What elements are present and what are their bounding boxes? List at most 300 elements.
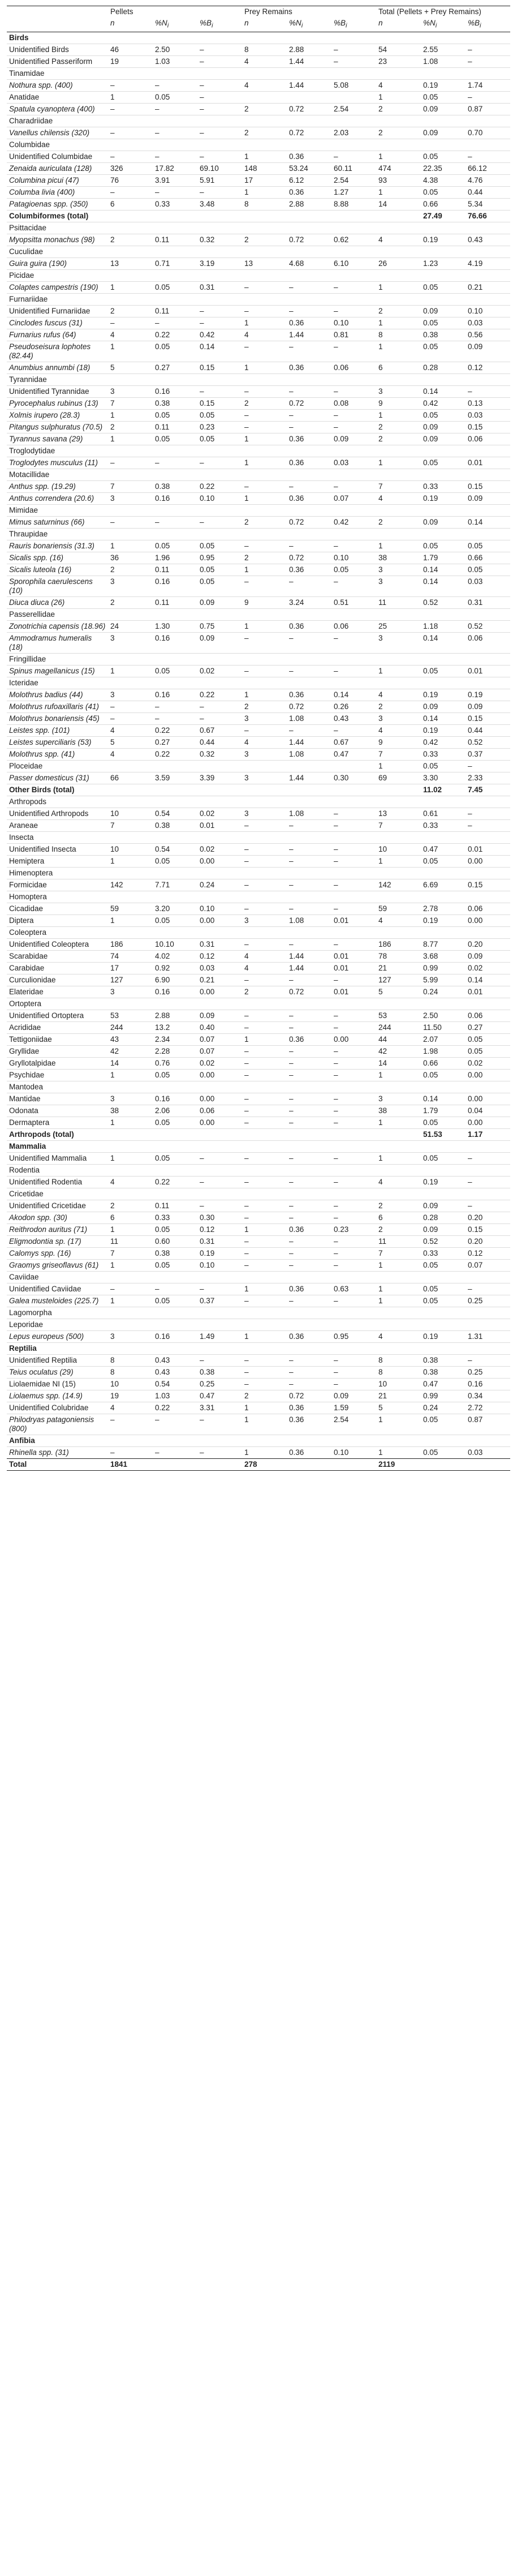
value-cell: [376, 784, 421, 796]
value-cell: 0.36: [287, 317, 331, 329]
value-cell: 0.38: [153, 397, 197, 409]
value-cell: 0.51: [331, 596, 376, 608]
value-cell: [421, 67, 466, 79]
value-cell: 0.03: [466, 576, 510, 596]
value-cell: 0.34: [466, 1390, 510, 1402]
taxon-cell: Araneae: [7, 819, 108, 831]
value-cell: –: [287, 1021, 331, 1033]
value-cell: [376, 1188, 421, 1200]
value-cell: [108, 445, 153, 457]
value-cell: [287, 1319, 331, 1330]
value-cell: 0.72: [287, 103, 331, 115]
taxon-cell: Lagomorpha: [7, 1307, 108, 1319]
value-cell: [108, 67, 153, 79]
value-cell: [331, 67, 376, 79]
table-row: [7, 115, 510, 127]
value-cell: 69: [376, 772, 421, 784]
value-cell: 0.27: [153, 736, 197, 748]
value-cell: 0.36: [287, 151, 331, 162]
value-cell: –: [242, 903, 287, 915]
value-cell: [108, 269, 153, 281]
value-cell: [197, 1458, 242, 1470]
value-cell: 8: [242, 44, 287, 55]
table-row: [7, 1057, 510, 1069]
taxon-cell: Fringillidae: [7, 653, 108, 665]
value-cell: [108, 246, 153, 257]
value-cell: [331, 504, 376, 516]
value-cell: [197, 653, 242, 665]
value-cell: 0.11: [153, 1200, 197, 1212]
value-cell: [108, 1319, 153, 1330]
value-cell: [287, 784, 331, 796]
value-cell: 4: [108, 329, 153, 341]
value-cell: [331, 91, 376, 103]
value-cell: 0.05: [197, 433, 242, 445]
value-cell: [242, 1140, 287, 1152]
value-cell: [421, 926, 466, 938]
value-cell: [466, 1140, 510, 1152]
value-cell: 8: [376, 329, 421, 341]
value-cell: [421, 528, 466, 540]
value-cell: 0.14: [421, 576, 466, 596]
table-row: [7, 1295, 510, 1307]
value-cell: [466, 926, 510, 938]
value-cell: –: [108, 103, 153, 115]
value-cell: [331, 867, 376, 879]
value-cell: [331, 373, 376, 385]
value-cell: 0.11: [153, 234, 197, 246]
value-cell: –: [242, 305, 287, 317]
value-cell: [331, 1271, 376, 1283]
value-cell: 22.35: [421, 162, 466, 174]
value-cell: 4.38: [421, 174, 466, 186]
value-cell: [331, 528, 376, 540]
value-cell: 0.01: [466, 665, 510, 677]
value-cell: 8.88: [331, 198, 376, 210]
taxon-cell: Unidentified Furnariidae: [7, 305, 108, 317]
value-cell: [108, 469, 153, 480]
table-row: [7, 843, 510, 855]
value-cell: 2: [108, 305, 153, 317]
value-cell: [331, 891, 376, 903]
table-row: [7, 867, 510, 879]
taxon-cell: Unidentified Passeriform: [7, 55, 108, 67]
value-cell: [421, 445, 466, 457]
value-cell: –: [331, 480, 376, 492]
value-cell: 127: [376, 974, 421, 986]
value-cell: [466, 32, 510, 44]
value-cell: –: [197, 1176, 242, 1188]
value-cell: –: [197, 516, 242, 528]
table-row: [7, 1378, 510, 1390]
value-cell: 59: [376, 903, 421, 915]
value-cell: –: [287, 1010, 331, 1021]
value-cell: 0.62: [331, 234, 376, 246]
taxon-cell: Furnariidae: [7, 293, 108, 305]
value-cell: 1.08: [287, 808, 331, 819]
value-cell: 6: [108, 1212, 153, 1223]
value-cell: 0.05: [421, 1414, 466, 1435]
value-cell: [153, 1188, 197, 1200]
value-cell: 1: [108, 915, 153, 926]
value-cell: 0.38: [153, 480, 197, 492]
value-cell: [153, 293, 197, 305]
table-row: [7, 421, 510, 433]
table-row: [7, 1176, 510, 1188]
value-cell: 0.36: [287, 689, 331, 701]
taxon-cell: Pitangus sulphuratus (70.5): [7, 421, 108, 433]
value-cell: –: [242, 1235, 287, 1247]
value-cell: –: [108, 701, 153, 712]
value-cell: –: [287, 1354, 331, 1366]
value-cell: 3: [376, 1093, 421, 1105]
value-cell: 2: [376, 421, 421, 433]
value-cell: [242, 653, 287, 665]
table-row: [7, 79, 510, 91]
value-cell: –: [242, 1259, 287, 1271]
value-cell: 1.44: [287, 736, 331, 748]
taxon-cell: Motacillidae: [7, 469, 108, 480]
taxon-cell: Molothrus bonariensis (45): [7, 712, 108, 724]
taxon-cell: Curculionidae: [7, 974, 108, 986]
value-cell: –: [197, 1354, 242, 1366]
value-cell: 0.23: [197, 421, 242, 433]
value-cell: –: [242, 576, 287, 596]
taxon-cell: Himenoptera: [7, 867, 108, 879]
value-cell: 4: [242, 329, 287, 341]
value-cell: [287, 677, 331, 689]
value-cell: [466, 469, 510, 480]
value-cell: 0.09: [466, 950, 510, 962]
value-cell: [376, 139, 421, 151]
value-cell: 1: [242, 151, 287, 162]
table-row: [7, 269, 510, 281]
value-cell: 0.16: [153, 385, 197, 397]
value-cell: 1: [376, 1283, 421, 1295]
value-cell: 1.08: [287, 712, 331, 724]
value-cell: [331, 1128, 376, 1140]
value-cell: 0.43: [153, 1366, 197, 1378]
value-cell: 0.05: [421, 540, 466, 552]
value-cell: 0.23: [331, 1223, 376, 1235]
value-cell: –: [242, 385, 287, 397]
value-cell: [108, 1164, 153, 1176]
taxon-cell: Picidae: [7, 269, 108, 281]
value-cell: 0.12: [466, 1247, 510, 1259]
value-cell: 0.70: [466, 127, 510, 139]
value-cell: –: [331, 1117, 376, 1128]
value-cell: [197, 867, 242, 879]
value-cell: –: [153, 317, 197, 329]
value-cell: [242, 91, 287, 103]
value-cell: 0.05: [153, 1259, 197, 1271]
table-row: [7, 552, 510, 564]
table-row: [7, 938, 510, 950]
value-cell: 0.05: [153, 91, 197, 103]
value-cell: –: [287, 1069, 331, 1081]
table-row: [7, 564, 510, 576]
value-cell: 93: [376, 174, 421, 186]
value-cell: –: [242, 1010, 287, 1021]
header-metric-cell: $\%B_i$: [331, 18, 376, 32]
table-row: [7, 1021, 510, 1033]
value-cell: 0.01: [466, 843, 510, 855]
value-cell: –: [242, 421, 287, 433]
value-cell: [287, 1188, 331, 1200]
header-metric-cell: [7, 18, 108, 32]
value-cell: [197, 210, 242, 222]
table-row: [7, 528, 510, 540]
taxon-cell: Dermaptera: [7, 1117, 108, 1128]
header-prey-remains: Prey Remains: [242, 6, 376, 18]
value-cell: 1: [242, 1223, 287, 1235]
table-row: [7, 222, 510, 234]
value-cell: 0.05: [197, 409, 242, 421]
value-cell: 0.07: [197, 1045, 242, 1057]
value-cell: 1.17: [466, 1128, 510, 1140]
value-cell: 3: [108, 632, 153, 653]
taxon-cell: Odonata: [7, 1105, 108, 1117]
value-cell: 0.09: [421, 421, 466, 433]
value-cell: 1: [242, 1033, 287, 1045]
value-cell: –: [287, 938, 331, 950]
value-cell: 3.19: [197, 257, 242, 269]
value-cell: [421, 867, 466, 879]
value-cell: 1: [376, 341, 421, 362]
value-cell: 0.10: [331, 552, 376, 564]
value-cell: –: [466, 385, 510, 397]
value-cell: 0.43: [466, 234, 510, 246]
value-cell: –: [242, 1247, 287, 1259]
value-cell: [376, 653, 421, 665]
table-row: [7, 317, 510, 329]
value-cell: 3: [108, 986, 153, 998]
taxon-cell: Unidentified Colubridae: [7, 1402, 108, 1414]
value-cell: 0.14: [421, 1093, 466, 1105]
value-cell: [153, 867, 197, 879]
table-row: [7, 329, 510, 341]
value-cell: [421, 653, 466, 665]
value-cell: 2.06: [153, 1105, 197, 1117]
value-cell: –: [331, 1200, 376, 1212]
value-cell: 0.00: [197, 1117, 242, 1128]
value-cell: 0.36: [287, 620, 331, 632]
value-cell: [376, 1319, 421, 1330]
table-row: [7, 1259, 510, 1271]
value-cell: 0.24: [421, 1402, 466, 1414]
value-cell: [421, 293, 466, 305]
taxon-cell: Pyrocephalus rubinus (13): [7, 397, 108, 409]
value-cell: 1: [376, 281, 421, 293]
value-cell: 0.87: [466, 1414, 510, 1435]
taxon-cell: Akodon spp. (30): [7, 1212, 108, 1223]
table-row: [7, 998, 510, 1010]
value-cell: 0.10: [331, 1446, 376, 1458]
value-cell: [287, 867, 331, 879]
value-cell: 0.52: [466, 736, 510, 748]
value-cell: 0.02: [197, 1057, 242, 1069]
taxon-cell: Mimus saturninus (66): [7, 516, 108, 528]
value-cell: [197, 998, 242, 1010]
value-cell: 0.31: [197, 281, 242, 293]
table-row: [7, 1117, 510, 1128]
value-cell: 1.08: [287, 748, 331, 760]
taxon-cell: Anthus correndera (20.6): [7, 492, 108, 504]
value-cell: [108, 222, 153, 234]
value-cell: 0.16: [153, 1330, 197, 1342]
taxon-cell: Elateridae: [7, 986, 108, 998]
value-cell: [242, 504, 287, 516]
value-cell: 0.52: [421, 596, 466, 608]
value-cell: 0.11: [153, 305, 197, 317]
value-cell: 2119: [376, 1458, 421, 1470]
value-cell: [153, 1271, 197, 1283]
value-cell: –: [287, 1152, 331, 1164]
value-cell: –: [197, 1446, 242, 1458]
value-cell: [331, 115, 376, 127]
value-cell: [331, 796, 376, 808]
value-cell: –: [197, 79, 242, 91]
value-cell: 53: [376, 1010, 421, 1021]
taxon-cell: Reptilia: [7, 1342, 108, 1354]
value-cell: –: [242, 1021, 287, 1033]
value-cell: [287, 1128, 331, 1140]
value-cell: –: [287, 576, 331, 596]
value-cell: 0.44: [197, 736, 242, 748]
value-cell: [466, 246, 510, 257]
taxon-cell: Mantidae: [7, 1093, 108, 1105]
value-cell: 2.28: [153, 1045, 197, 1057]
value-cell: 1.31: [466, 1330, 510, 1342]
value-cell: 1.44: [287, 962, 331, 974]
value-cell: 0.00: [466, 1093, 510, 1105]
value-cell: [153, 998, 197, 1010]
value-cell: 0.05: [153, 409, 197, 421]
value-cell: 7.45: [466, 784, 510, 796]
value-cell: 1: [108, 433, 153, 445]
value-cell: –: [108, 151, 153, 162]
value-cell: 0.19: [421, 492, 466, 504]
value-cell: 326: [108, 162, 153, 174]
value-cell: [287, 469, 331, 480]
table-row: [7, 151, 510, 162]
value-cell: 11: [108, 1235, 153, 1247]
value-cell: –: [331, 540, 376, 552]
value-cell: 0.63: [331, 1283, 376, 1295]
value-cell: 0.05: [153, 540, 197, 552]
value-cell: 0.47: [421, 843, 466, 855]
value-cell: –: [331, 1093, 376, 1105]
value-cell: 0.47: [197, 1390, 242, 1402]
value-cell: 0.09: [421, 1200, 466, 1212]
value-cell: [376, 528, 421, 540]
taxon-cell: Xolmis irupero (28.3): [7, 409, 108, 421]
value-cell: –: [331, 1021, 376, 1033]
value-cell: 0.21: [197, 974, 242, 986]
value-cell: 2.78: [421, 903, 466, 915]
value-cell: 74: [108, 950, 153, 962]
value-cell: 1: [376, 151, 421, 162]
value-cell: 0.05: [153, 1295, 197, 1307]
value-cell: [197, 796, 242, 808]
value-cell: 3: [108, 689, 153, 701]
value-cell: 0.31: [197, 938, 242, 950]
value-cell: 2: [376, 516, 421, 528]
taxon-cell: Sicalis luteola (16): [7, 564, 108, 576]
taxon-cell: Spatula cyanoptera (400): [7, 103, 108, 115]
value-cell: [287, 373, 331, 385]
taxon-cell: Mimidae: [7, 504, 108, 516]
table-row: [7, 127, 510, 139]
table-row: [7, 469, 510, 480]
value-cell: 0.21: [466, 281, 510, 293]
value-cell: 24: [108, 620, 153, 632]
taxon-cell: Liolaemidae NI (15): [7, 1378, 108, 1390]
value-cell: 10.10: [153, 938, 197, 950]
value-cell: 36: [108, 552, 153, 564]
value-cell: [108, 784, 153, 796]
value-cell: 0.14: [421, 712, 466, 724]
value-cell: 0.36: [287, 1330, 331, 1342]
value-cell: [197, 1342, 242, 1354]
value-cell: 186: [108, 938, 153, 950]
value-cell: [197, 891, 242, 903]
value-cell: 5.99: [421, 974, 466, 986]
table-row: [7, 1045, 510, 1057]
value-cell: –: [287, 341, 331, 362]
value-cell: 8: [242, 198, 287, 210]
value-cell: 0.14: [197, 341, 242, 362]
value-cell: 1: [242, 317, 287, 329]
value-cell: –: [108, 186, 153, 198]
value-cell: 4: [108, 748, 153, 760]
value-cell: 2.54: [331, 103, 376, 115]
taxon-cell: Molothrus rufoaxillaris (41): [7, 701, 108, 712]
value-cell: [242, 373, 287, 385]
value-cell: 1: [242, 362, 287, 373]
value-cell: 2: [376, 701, 421, 712]
value-cell: 6.12: [287, 174, 331, 186]
value-cell: 0.04: [466, 1105, 510, 1117]
value-cell: 0.33: [421, 1247, 466, 1259]
value-cell: 3: [242, 808, 287, 819]
value-cell: [466, 867, 510, 879]
value-cell: 2.88: [287, 198, 331, 210]
value-cell: [197, 469, 242, 480]
value-cell: –: [242, 632, 287, 653]
table-row: [7, 974, 510, 986]
value-cell: 0.72: [287, 1390, 331, 1402]
taxon-cell: Columbina picui (47): [7, 174, 108, 186]
table-row: [7, 903, 510, 915]
value-cell: 0.76: [153, 1057, 197, 1069]
value-cell: [108, 32, 153, 44]
taxon-cell: Anfibia: [7, 1435, 108, 1446]
value-cell: –: [242, 409, 287, 421]
value-cell: 2: [108, 564, 153, 576]
value-cell: 0.72: [287, 234, 331, 246]
value-cell: 1: [108, 341, 153, 362]
value-cell: [108, 139, 153, 151]
value-cell: 17: [242, 174, 287, 186]
header-metric-cell: $\%B_i$: [466, 18, 510, 32]
value-cell: [108, 998, 153, 1010]
value-cell: –: [331, 1057, 376, 1069]
value-cell: –: [197, 317, 242, 329]
value-cell: –: [197, 385, 242, 397]
table-row: [7, 341, 510, 362]
value-cell: 0.11: [153, 564, 197, 576]
